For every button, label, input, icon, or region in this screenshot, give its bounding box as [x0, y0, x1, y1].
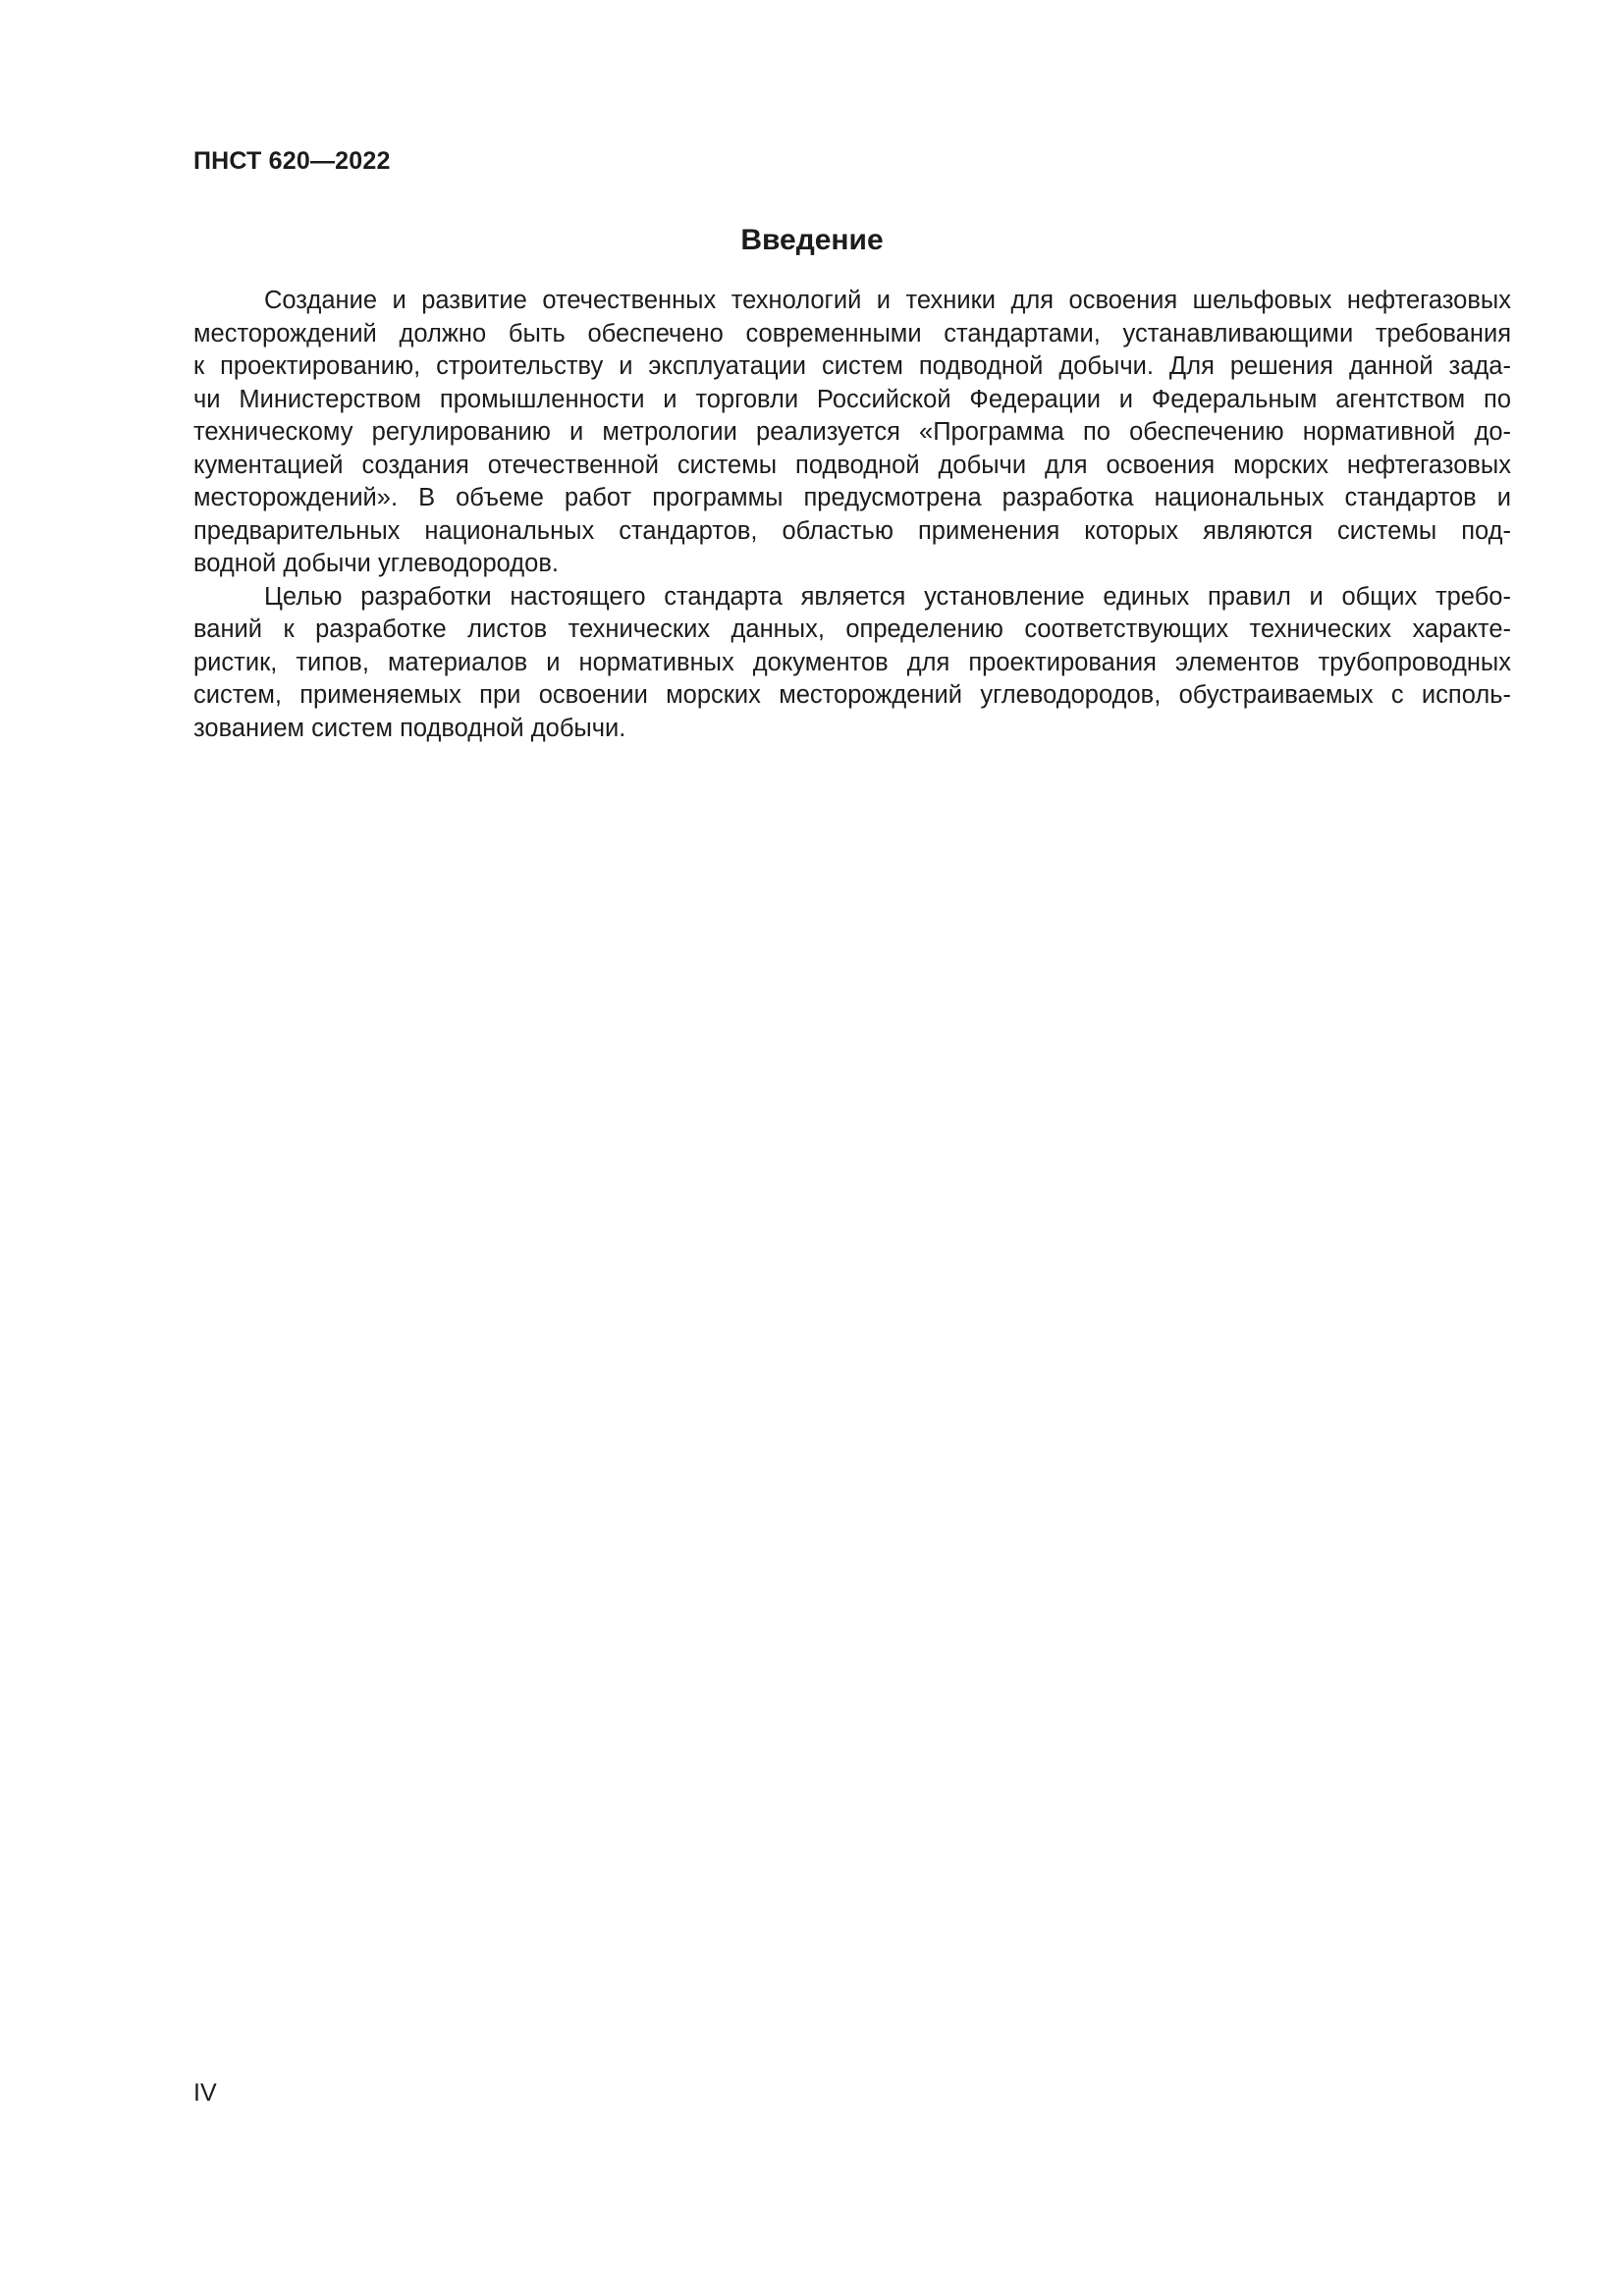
paragraph-line: кументацией создания отечественной системы подводной добычи для освоения морских нефтегазовых	[193, 451, 1511, 479]
paragraph-line: систем, применяемых при освоении морских месторождений углеводородов, обустраиваемых с исполь-	[193, 681, 1511, 709]
paragraph-line: водной добычи углеводородов.	[193, 550, 559, 577]
paragraph-line: ристик, типов, материалов и нормативных документов для проектирования элементов трубопроводных	[193, 648, 1511, 676]
paragraph-line: к проектированию, строительству и эксплуатации систем подводной добычи. Для решения данной зада-	[193, 352, 1511, 380]
paragraph-line: Создание и развитие отечественных технологий и техники для освоения шельфовых нефтегазовых	[264, 287, 1511, 314]
paragraph-line: техническому регулированию и метрологии реализуется «Программа по обеспечению нормативной до-	[193, 418, 1511, 446]
page-number: IV	[193, 2079, 217, 2107]
paragraph-1	[193, 285, 1511, 581]
section-title: Введение	[740, 224, 884, 256]
paragraph-line: зованием систем подводной добычи.	[193, 714, 626, 742]
paragraph-line: Целью разработки настоящего стандарта является установление единых правил и общих требо-	[264, 582, 1511, 611]
paragraph-line: месторождений». В объеме работ программы предусмотрена разработка национальных стандартов и	[193, 484, 1511, 511]
introduction-body	[193, 285, 1511, 745]
paragraph-line: предварительных национальных стандартов, областью применения которых являются системы под-	[193, 516, 1511, 545]
paragraph-2	[193, 581, 1511, 746]
paragraph-line: чи Министерством промышленности и торговли Российской Федерации и Федеральным агентством по	[193, 385, 1511, 413]
document-code: ПНСТ 620—2022	[193, 147, 391, 175]
paragraph-line: ваний к разработке листов технических данных, определению соответствующих технических характе-	[193, 615, 1511, 643]
paragraph-line: месторождений должно быть обеспечено современными стандартами, устанавливающими требования	[193, 319, 1511, 347]
